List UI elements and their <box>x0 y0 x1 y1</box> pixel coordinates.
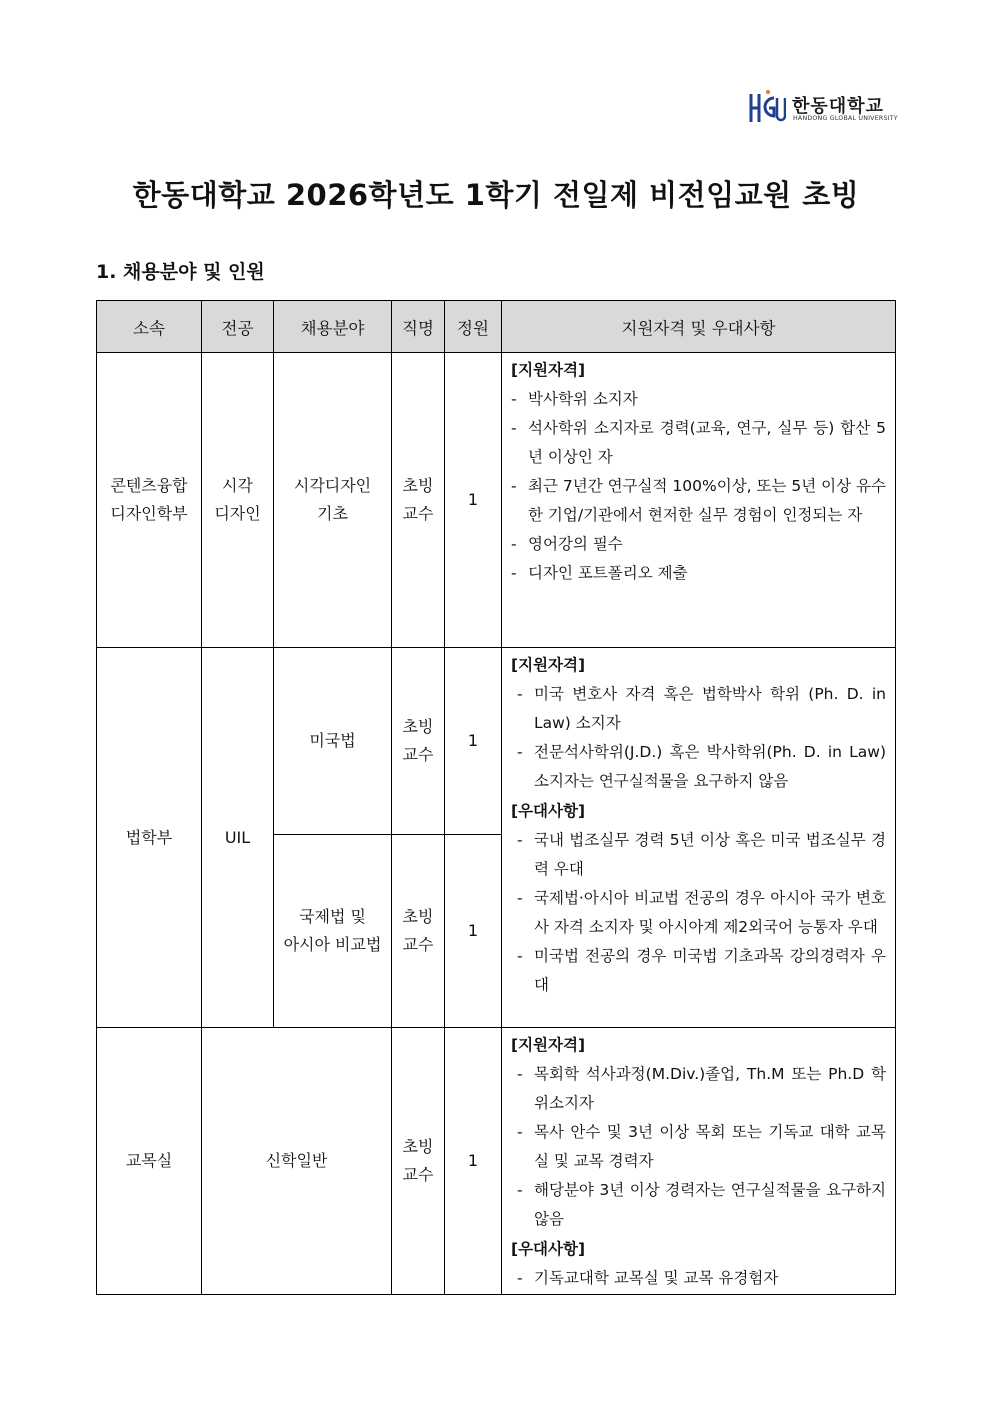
header-major: 전공 <box>202 301 274 353</box>
table-header-row <box>97 301 896 353</box>
list-item: - 해당분야 3년 이상 경력자는 연구실적물을 요구하지 않음 <box>517 1181 886 1228</box>
list-item: - 석사학위 소지자로 경력(교육, 연구, 실무 등) 합산 5년 이상인 자 <box>511 419 886 466</box>
logo-name-en: HANDONG GLOBAL UNIVERSITY <box>793 115 898 122</box>
cell-qualifications <box>502 353 896 648</box>
page-title: 한동대학교 2026학년도 1학기 전일제 비전임교원 초빙 <box>132 178 860 212</box>
list-item: - 국제법·아시아 비교법 전공의 경우 아시아 국가 변호사 자격 소지자 및 아시아계 제2외국어 능통자 우대 <box>517 889 886 936</box>
list-item: - 전문석사학위(J.D.) 혹은 박사학위(Ph. D. in Law) 소지자는 연구실적물을 요구하지 않음 <box>517 743 886 790</box>
section-heading: 1. 채용분야 및 인원 <box>96 261 265 283</box>
header-quota: 정원 <box>445 301 502 353</box>
qualification-heading: [지원자격] <box>511 361 586 379</box>
cell-field: 미국법 <box>274 648 392 835</box>
list-item: - 기독교대학 교목실 및 교목 유경험자 <box>517 1269 779 1287</box>
header-position: 직명 <box>392 301 445 353</box>
cell-quota: 1 <box>445 648 502 835</box>
cell-field: 신학일반 <box>202 1028 392 1295</box>
cell-qualifications <box>502 1028 896 1295</box>
list-item: - 미국법 전공의 경우 미국법 기초과목 강의경력자 우대 <box>517 947 886 994</box>
cell-affiliation: 법학부 <box>97 648 202 1028</box>
table-row <box>97 648 896 835</box>
cell-position: 초빙 교수 <box>392 1028 445 1295</box>
cell-position: 초빙 교수 <box>392 353 445 648</box>
hgu-logo-icon <box>748 88 786 126</box>
cell-field: 시각디자인 기초 <box>274 353 392 648</box>
header-field: 채용분야 <box>274 301 392 353</box>
list-item: - 목회학 석사과정(M.Div.)졸업, Th.M 또는 Ph.D 학위소지자 <box>517 1065 886 1112</box>
university-logo <box>748 88 898 128</box>
table-row <box>97 353 896 648</box>
cell-affiliation: 교목실 <box>97 1028 202 1295</box>
qualification-heading: [지원자격] <box>511 1036 586 1054</box>
cell-quota: 1 <box>445 1028 502 1295</box>
list-item: - 디자인 포트폴리오 제출 <box>511 564 688 582</box>
preference-heading: [우대사항] <box>511 802 586 820</box>
header-affiliation: 소속 <box>97 301 202 353</box>
list-item: - 미국 변호사 자격 혹은 법학박사 학위 (Ph. D. in Law) 소지자 <box>517 685 886 732</box>
logo-name-ko: 한동대학교 <box>792 96 884 117</box>
table-row <box>97 1028 896 1295</box>
cell-quota: 1 <box>445 835 502 1028</box>
list-item: - 국내 법조실무 경력 5년 이상 혹은 미국 법조실무 경력 우대 <box>517 831 886 878</box>
list-item: - 영어강의 필수 <box>511 535 623 553</box>
preference-heading: [우대사항] <box>511 1240 586 1258</box>
cell-quota: 1 <box>445 353 502 648</box>
header-qualifications: 지원자격 및 우대사항 <box>502 301 896 353</box>
recruitment-table <box>96 300 896 1295</box>
list-item: - 목사 안수 및 3년 이상 목회 또는 기독교 대학 교목실 및 교목 경력자 <box>517 1123 886 1170</box>
cell-position: 초빙 교수 <box>392 648 445 835</box>
cell-major: 시각 디자인 <box>202 353 274 648</box>
cell-affiliation: 콘텐츠융합 디자인학부 <box>97 353 202 648</box>
list-item: - 박사학위 소지자 <box>511 390 638 408</box>
cell-position: 초빙 교수 <box>392 835 445 1028</box>
cell-qualifications <box>502 648 896 1028</box>
list-item: - 최근 7년간 연구실적 100%이상, 또는 5년 이상 유수한 기업/기관에서 현저한 실무 경험이 인정되는 자 <box>511 477 886 524</box>
cell-major: UIL <box>202 648 274 1028</box>
cell-field: 국제법 및 아시아 비교법 <box>274 835 392 1028</box>
qualification-heading: [지원자격] <box>511 656 586 674</box>
